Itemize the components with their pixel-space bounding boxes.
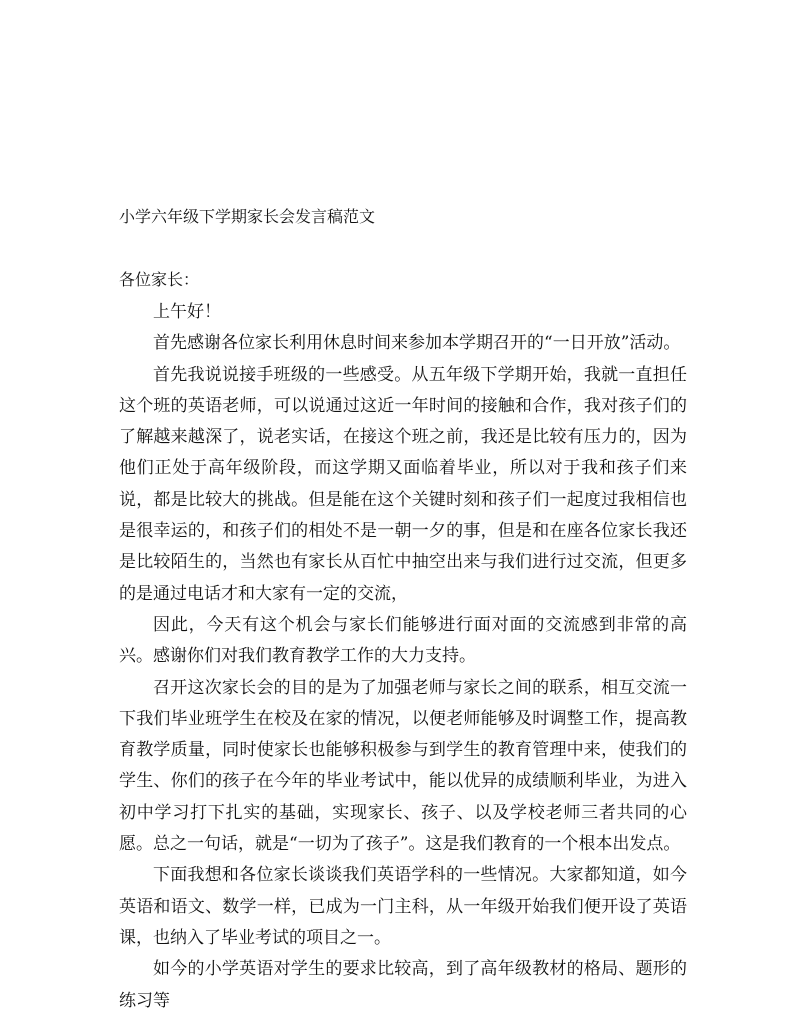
paragraph: 首先我说说接手班级的一些感受。从五年级下学期开始，我就一直担任这个班的英语老师，可以说通过这近一年时间的接触和合作，我对孩子们的了解越来越深了，说老实话，在接这个班之前，我还是比较有压力的，因为他们正处于高年级阶段，而这学期又面临着毕业，所以对于我和孩子们来说，都是比较大的挑战。但是能在这个关键时刻和孩子们一起度过我相信也是很幸运的，和孩子们的相处不是一朝一夕的事，但是和在座各位家长我还是比较陌生的，当然也有家长从百忙中抽空出来与我们进行过交流，但更多的是通过电话才和大家有一定的交流，	[119, 364, 687, 604]
paragraph-greeting: 上午好！	[153, 302, 221, 322]
paragraph: 因此，今天有这个机会与家长们能够进行面对面的交流感到非常的高兴。感谢你们对我们教育教学工作的大力支持。	[119, 614, 687, 667]
salutation: 各位家长：	[119, 270, 200, 289]
paragraph: 首先感谢各位家长利用休息时间来参加本学期召开的“一日开放”活动。	[153, 333, 681, 354]
paragraph: 如今的小学英语对学生的要求比较高，到了高年级教材的格局、题形的练习等	[119, 959, 687, 1011]
paragraph: 下面我想和各位家长谈谈我们英语学科的一些情况。大家都知道，如今英语和语文、数学一样，已成为一门主科，从一年级开始我们便开设了英语课，也纳入了毕业考试的项目之一。	[119, 865, 687, 948]
document-body	[119, 297, 687, 1017]
paragraph: 召开这次家长会的目的是为了加强老师与家长之间的联系，相互交流一下我们毕业班学生在校及在家的情况，以便老师能够及时调整工作，提高教育教学质量，同时使家长也能够积极参与到学生的教育管理中来，使我们的学生、你们的孩子在今年的毕业考试中，能以优异的成绩顺利毕业，为进入初中学习打下扎实的基础，实现家长、孩子、以及学校老师三者共同的心愿。总之一句话，就是“一切为了孩子”。这是我们教育的一个根本出发点。	[119, 677, 687, 855]
document-title: 小学六年级下学期家长会发言稿范文	[119, 207, 376, 226]
